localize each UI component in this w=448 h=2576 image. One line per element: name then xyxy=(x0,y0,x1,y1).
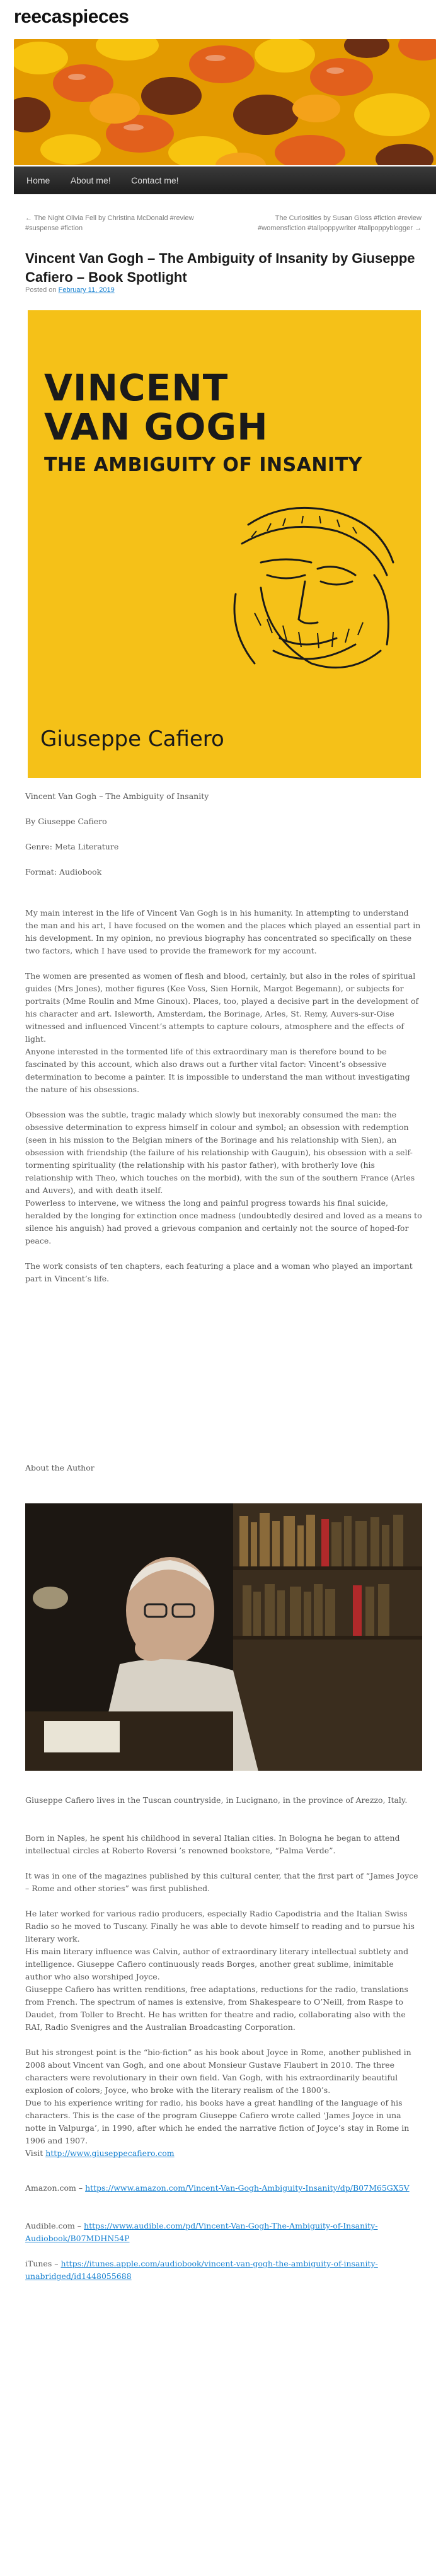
about-paragraph: Due to his experience writing for radio, his books have a great handling of the language of his characters. This is the case of the program Giuseppe Cafiero wrote called ‘James Joyce in una notte in Valpurga’, in 1990, after which he ended the narrative fiction of Joyce’s stay in Rome in 1906 and 1907. xyxy=(25,2098,410,2145)
about-paragraph: He later worked for various radio producers, especially Radio Capodistria and the Italian Swiss Radio so he moved to Tuscany. Finally he was able to devote himself to reading and to pursue his literary work. xyxy=(25,1909,415,1944)
body-paragraph: Anyone interested in the tormented life of this extraordinary man is therefore bound to be fascinated by this account, which also draws out a further vital factor: Vincent’s obsessive determination to become a painter. It is impossible to understand the man without investigating the nature of his obsessions. xyxy=(25,1047,410,1094)
posted-on-label: Posted on xyxy=(25,286,57,294)
post-title: Vincent Van Gogh – The Ambiguity of Insanity by Giuseppe Cafiero – Book Spotlight xyxy=(25,250,415,285)
about-paragraph: Giuseppe Cafiero lives in the Tuscan countryside, in Lucignano, in the province of Arezzo, Italy. xyxy=(25,1795,408,1805)
about-heading: About the Author xyxy=(25,1463,95,1472)
audible-label: Audible.com – xyxy=(25,2221,82,2230)
cover-title-line2: VAN GOGH xyxy=(44,405,268,448)
post-date-link[interactable]: February 11, 2019 xyxy=(58,286,115,294)
author-photo xyxy=(25,1503,422,1771)
about-paragraph: Giuseppe Cafiero has written renditions, free adaptations, reductions for the radio, translations from French. The spectrum of names is extensive, from Shakespeare to O’Neill, from Raspe to Daudet, from Toller to Brecht. He has written for theatre and radio, collaborating also with the RAI, Radio Svenigres and the Australian Broadcasting Corporation. xyxy=(25,1984,408,2032)
visit-line xyxy=(25,2147,422,2160)
book-author-line: By Giuseppe Cafiero xyxy=(25,817,107,826)
website-link[interactable]: http://www.giuseppecafiero.com xyxy=(45,2148,175,2158)
amazon-link[interactable]: https://www.amazon.com/Vincent-Van-Gogh-Ambiguity-Insanity/dp/B07M65GX5V xyxy=(85,2183,410,2193)
body-paragraph: My main interest in the life of Vincent Van Gogh is in his humanity. In attempting to understand the man and his art, I have focused on the women and the places which played an essential part in his development. In my opinion, no previous biography has concentrated so specifically on these two factors, which I have used to provide the framework for my account. xyxy=(25,908,421,955)
about-paragraph: Born in Naples, he spent his childhood in several Italian cities. In Bologna he began to attend intellectual circles at Roberto Roversi ’s renowned bookstore, “Palma Verde”. xyxy=(25,1833,400,1855)
cover-subtitle: THE AMBIGUITY OF INSANITY xyxy=(44,454,362,476)
book-title-line: Vincent Van Gogh – The Ambiguity of Insanity xyxy=(25,791,209,801)
purchase-link-audible xyxy=(25,2220,422,2245)
purchase-link-amazon xyxy=(25,2182,422,2194)
site-title[interactable]: reecaspieces xyxy=(14,6,129,27)
candy-illustration xyxy=(14,39,436,165)
cover-title xyxy=(44,368,268,446)
next-post-link[interactable]: The Curiosities by Susan Gloss #fiction #review #womensfiction #tallpoppywriter #tallpoppyblogger → xyxy=(258,214,422,232)
amazon-label: Amazon.com – xyxy=(25,2183,83,2193)
cover-title-line1: VINCENT xyxy=(44,366,229,409)
book-genre-line: Genre: Meta Literature xyxy=(25,842,119,851)
book-format-line: Format: Audiobook xyxy=(25,867,102,877)
purchase-link-itunes xyxy=(25,2258,422,2283)
previous-post-link[interactable]: ← The Night Olivia Fell by Christina McDonald #review #suspense #fiction xyxy=(25,214,194,232)
nav-item-about[interactable]: About me! xyxy=(70,175,111,185)
body-paragraph: The work consists of ten chapters, each featuring a place and a woman who played an important part in Vincent’s life. xyxy=(25,1261,413,1283)
book-cover xyxy=(28,310,421,778)
header-image-candy xyxy=(14,39,436,165)
about-paragraph: It was in one of the magazines published by this cultural center, that the first part of “James Joyce – Rome and other stories” was first published. xyxy=(25,1871,418,1893)
nav-item-home[interactable]: Home xyxy=(26,175,50,185)
main-navigation xyxy=(14,166,436,194)
author-photo-illustration xyxy=(25,1503,422,1771)
body-paragraph: Obsession was the subtle, tragic malady which slowly but inexorably consumed the man: the obsessive determination to express himself in colour and symbol; an obsession with redemption (seen in his mission to the Belgian miners of the Borinage and his relationship with Sien), an obsession with friendship (the failure of his relationship with Gauguin), his obsession with a self-tormenting spirituality (the relationship with his pastor father), with brotherly love (his relationship with Theo, which touches on the morbid), with the sun of the southern France (Arles and Auvers), and with death itself. xyxy=(25,1110,415,1195)
post-meta xyxy=(25,286,115,294)
itunes-label: iTunes – xyxy=(25,2259,59,2268)
visit-label: Visit xyxy=(25,2148,43,2158)
audible-link[interactable]: https://www.audible.com/pd/Vincent-Van-Gogh-The-Ambiguity-of-Insanity-Audiobook/B07MDHN54P xyxy=(25,2221,378,2243)
cover-portrait-sketch xyxy=(223,499,418,689)
about-paragraph: His main literary influence was Calvin, author of extraordinary literary intellectual subtlety and intelligence. Giuseppe Cafiero continuously reads Borges, another great sublime, inimitable author who also worshiped Joyce. xyxy=(25,1947,409,1981)
itunes-link[interactable]: https://itunes.apple.com/audiobook/vincent-van-gogh-the-ambiguity-of-insanity-unabridged/id1448055688 xyxy=(25,2259,378,2281)
body-paragraph: Powerless to intervene, we witness the long and painful progress towards his final suicide, heralded by the longing for extinction once madness (undoubtedly desired and loved as a means to silence his anguish) had proved a grievous companion and certainly not the source of hoped-for peace. xyxy=(25,1198,422,1245)
cover-author: Giuseppe Cafiero xyxy=(40,726,224,752)
body-paragraph: The women are presented as women of flesh and blood, certainly, but also in the roles of spiritual guides (Mrs Jones), mother figures (Kee Voss, Sien Hornik, Margot Begemann), or subjects for portraits (Mme Roulin and Mme Ginoux). Places, too, played a decisive part in the development of his character and art. Isleworth, Amsterdam, the Borinage, Arles, St. Remy, Auvers-sur-Oise witnessed and influenced Vincent’s attempts to capture colours, atmosphere and the effects of light. xyxy=(25,971,419,1044)
nav-item-contact[interactable]: Contact me! xyxy=(131,175,179,185)
about-paragraph: But his strongest point is the “bio-fiction” as his book about Joyce in Rome, another published in 2008 about Vincent van Gogh, and one about Monsieur Gustave Flaubert in 2010. The three characters were revolutionary in their own field. Van Gogh, with his extraordinarily beautiful explosion of colors; Joyce, who broke with the literary realism of the 1800’s. xyxy=(25,2048,411,2095)
